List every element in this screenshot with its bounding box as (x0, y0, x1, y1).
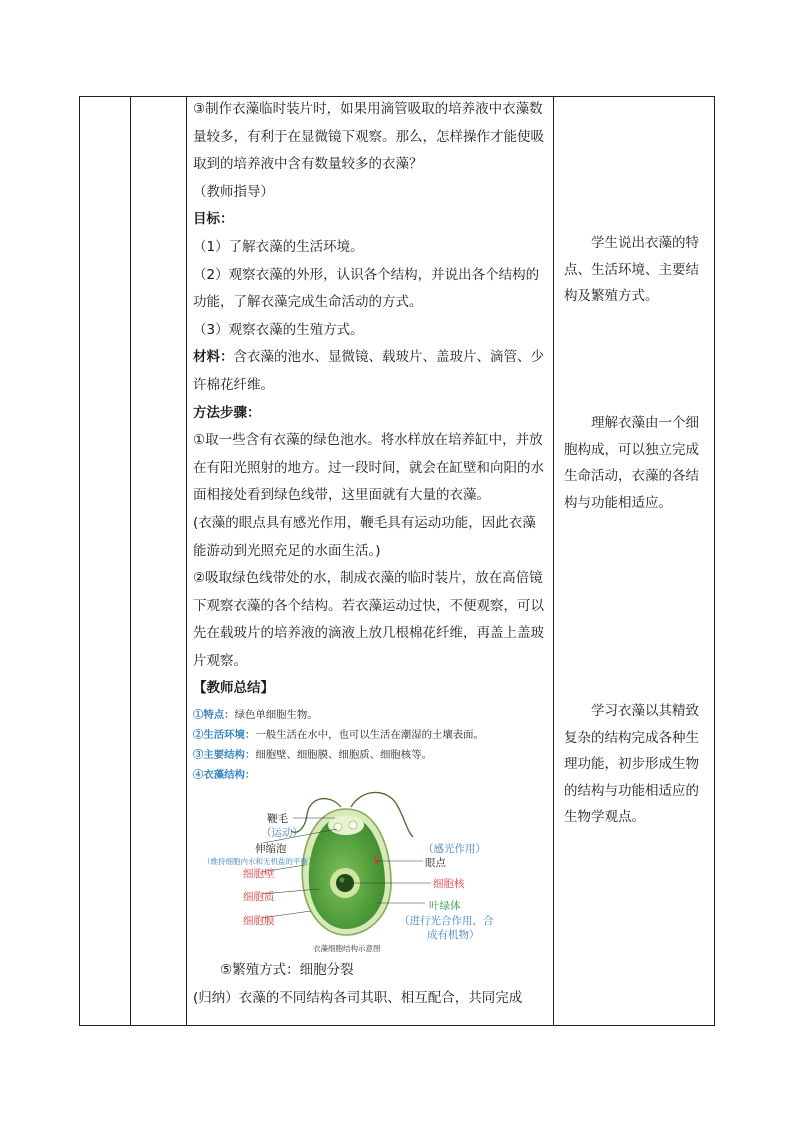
summary-item (193, 705, 547, 725)
summary-title: 【教师总结】 (193, 680, 274, 697)
summary-text: 细胞壁、细胞膜、细胞质、细胞核等。 (255, 749, 432, 762)
summary-item (193, 725, 547, 745)
contractile-vacuole (334, 823, 342, 831)
label-vacuole-function: （维持细胞内水和无机盐的平衡） (203, 857, 316, 867)
contractile-vacuole (349, 821, 357, 829)
summary-text: 绿色单细胞生物。 (234, 709, 318, 722)
summary-text: 一般生活在水中，也可以生活在潮湿的土壤表面。 (255, 729, 484, 742)
conclusion-line: (归纳）衣藻的不同结构各司其职、相互配合，共同完成 (193, 989, 523, 1006)
label-cell-membrane: 细胞膜 (243, 915, 275, 928)
diagram-caption: 衣藻细胞结构示意图 (313, 944, 381, 954)
materials-label: 材料： (193, 349, 234, 366)
note-paragraph: (衣藻的眼点具有感光作用，鞭毛具有运动功能，因此衣藻能游动到光照充足的水面生活。) (193, 514, 536, 559)
nucleolus (340, 878, 345, 883)
summary-item (193, 745, 547, 765)
summary-head: ①特点： (193, 709, 235, 722)
summary-head: ④衣藻结构： (193, 769, 256, 782)
summary-head: ②生活环境： (193, 729, 256, 742)
label-cell-wall: 细胞壁 (243, 868, 275, 881)
student-activity-2: 理解衣藻由一个细胞构成，可以独立完成生命活动，衣藻的各结构与功能相适应。 (564, 415, 699, 511)
goal-item: （1）了解衣藻的生活环境。 (193, 238, 364, 255)
teaching-content-cell (187, 97, 553, 1025)
label-chloroplast: 叶绿体 (429, 900, 461, 913)
label-eyespot-function: （感光作用） (423, 843, 486, 856)
label-chloroplast-function: （进行光合作用，合 (399, 915, 494, 928)
student-activity-1: 学生说出衣藻的特点、生活环境、主要结构及繁殖方式。 (564, 235, 699, 305)
label-flagellum: 鞭毛 (267, 813, 288, 826)
step-paragraph: ②吸取绿色线带处的水，制成衣藻的临时装片，放在高倍镜下观察衣藻的各个结构。若衣藻运动过快，不便观察，可以先在载玻片的培养液的滴液上放几根棉花纤维，再盖上盖玻片观察。 (193, 570, 544, 669)
student-activity-3: 学习衣藻以其精致复杂的结构完成各种生理功能，初步形成生物的结构与功能相适应的生物学观点。 (564, 703, 699, 826)
goal-item: （3）观察衣藻的生殖方式。 (193, 321, 364, 338)
materials-text: 含衣藻的池水、显微镜、载玻片、盖玻片、滴管、少许棉花纤维。 (193, 349, 544, 393)
column-divider (130, 97, 131, 1025)
question-paragraph: ③制作衣藻临时装片时，如果用滴管吸取的培养液中衣藻数量较多，有利于在显微镜下观察。那么，怎样操作才能使吸取到的培养液中含有数量较多的衣藻？ (193, 101, 544, 173)
step-paragraph: ①取一些含有衣藻的绿色池水。将水样放在培养缸中，并放在有阳光照射的地方。过一段时间，就会在缸壁和向阳的水面相接处看到绿色线带，这里面就有大量的衣藻。 (193, 432, 544, 504)
summary-head: ③主要结构： (193, 749, 256, 762)
label-flagellum-function: （运动） (261, 827, 303, 840)
label-nucleus: 细胞核 (433, 878, 465, 891)
label-eyespot: 眼点 (425, 857, 446, 870)
summary-item (193, 765, 547, 785)
steps-label: 方法步骤： (193, 404, 261, 421)
label-contractile-vacuole: 伸缩泡 (255, 843, 287, 856)
lesson-table (79, 96, 715, 1026)
teacher-guide-label: （教师指导） (193, 183, 274, 200)
student-activity-cell (554, 97, 715, 1025)
chlamydomonas-diagram (201, 785, 501, 957)
materials-paragraph (193, 344, 547, 399)
label-cytoplasm: 细胞质 (243, 891, 275, 904)
goal-item: （2）观察衣藻的外形，认识各个结构，并说出各个结构的功能，了解衣藻完成生命活动的方式。 (193, 266, 540, 311)
reproduction-line: ⑤繁殖方式：细胞分裂 (220, 962, 354, 979)
summary-list (193, 705, 547, 785)
goal-label: 目标： (193, 211, 234, 228)
label-chloroplast-function: 成有机物） (427, 929, 480, 942)
